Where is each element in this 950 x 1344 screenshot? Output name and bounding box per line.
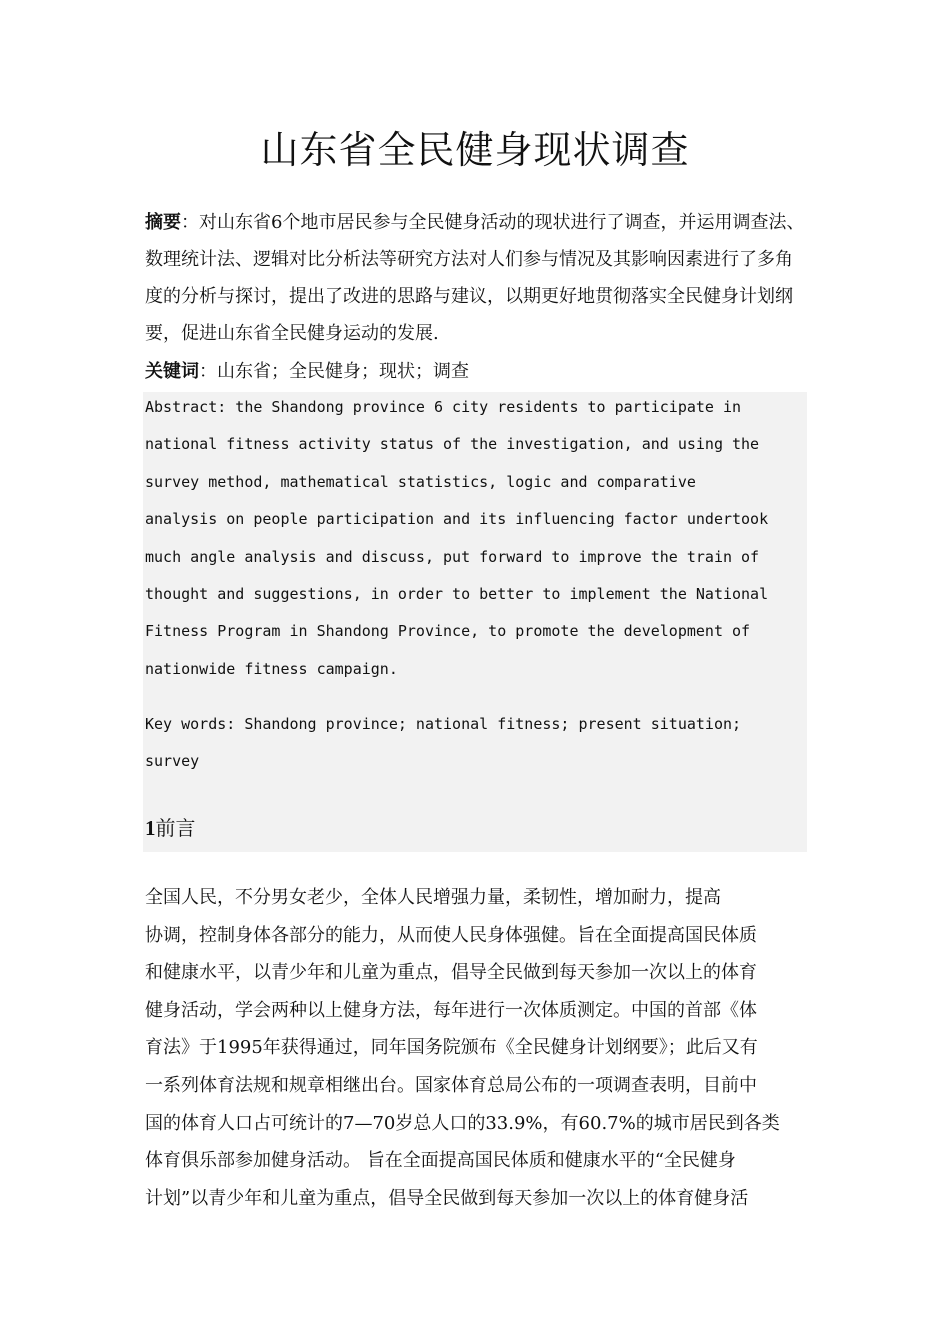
section-title: 前言 xyxy=(155,816,196,840)
keywords-cn-text: 山东省；全民健身；现状；调查 xyxy=(217,361,469,382)
abstract-cn-label: 摘要 xyxy=(145,212,181,233)
keywords-en: Key words: Shandong province; national fitness; present situation; survey xyxy=(145,715,742,770)
abstract-cn-text: 对山东省6个地市居民参与全民健身活动的现状进行了调查，并运用调查法、数理统计法、逻辑对比分析法等研究方法对人们参与情况及其影响因素进行了多角度的分析与探讨，提出了改进的思路与建议，以期更好地贯彻落实全民健身计划纲要，促进山东省全民健身运动的发展. xyxy=(145,212,805,344)
document-title: 山东省全民健身现状调查 xyxy=(260,128,690,172)
keywords-cn-separator: ： xyxy=(199,361,217,382)
keywords-cn xyxy=(145,353,805,390)
body-paragraph: 全国人民，不分男女老少，全体人民增强力量，柔韧性，增加耐力，提高 协调，控制身体各部分的能力，从而使人民身体强健。旨在全面提高国民体质 和健康水平，以青少年和儿童为重点，倡导全民做到每天参加一次以上的体育 健身活动，学会两种以上健身方法，每年进行一次体质测定。中国的首部《体 育法》于1995年获得通过，同年国务院颁布《全民健身计划纲要》；此后又有 一系列体育法规和规章相继出台。国家体育总局公布的一项调查表明，目前中 国的体育人口占可统计的7—70岁总人口的33.9%，有60.7%的城市居民到各类 体育俱乐部参加健身活动。 旨在全面提高国民体质和健康水平的“全民健身 计划”以青少年和儿童为重点，倡导全民做到每天参加一次以上的体育健身活 xyxy=(145,887,780,1209)
abstract-en: Abstract: the Shandong province 6 city residents to participate in national fitness activity status of the investigation, and using the survey method, mathematical statistics, logic and comparative analysis on people participation and its influencing factor undertook much angle analysis and discuss, put forward to improve the train of thought and suggestions, in order to better to implement the National Fitness Program in Shandong Province, to promote the development of nationwide fitness campaign. xyxy=(145,398,769,678)
section-heading xyxy=(145,810,196,846)
keywords-cn-label: 关键词 xyxy=(145,361,199,382)
abstract-cn-separator: ： xyxy=(181,212,199,233)
section-number: 1 xyxy=(145,816,156,840)
abstract-cn xyxy=(145,204,805,352)
